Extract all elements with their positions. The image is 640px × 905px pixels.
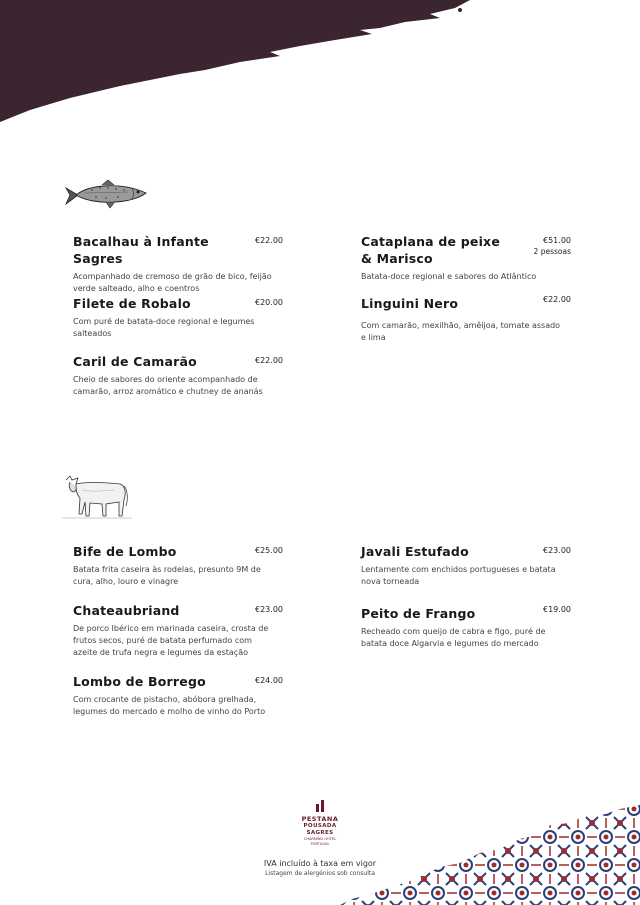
allergen-notice: Listagem de alergénios sob consulta [265,870,375,877]
logo-line-sagres: SAGRES [306,830,334,836]
dish-description: Com crocante de pistacho, abóbora grelhada, legumes do mercado e molho de vinho do Porto [73,695,266,716]
menu-item [73,602,283,659]
dish-price-note: 2 pessoas [533,247,571,256]
menu-item [361,605,571,650]
dish-name: Caril de Camarão [73,354,197,369]
dish-name: Bife de Lombo [73,544,177,559]
dish-name: Javali Estufado [361,544,469,559]
logo-line-charming: CHARMING HOTEL [303,837,337,841]
dish-price: €24.00 [255,676,283,685]
dish-price [534,236,571,256]
logo-brand: PESTANA [301,815,339,823]
dish-name: Lombo de Borrego [73,674,206,689]
dish-price: €23.00 [255,605,283,614]
dish-description: De porco Ibérico em marinada caseira, crosta de frutos secos, puré de batata perfumado com azeite de trufa negra e legumes da estação [73,624,269,657]
azulejo-tiles-decoration [340,795,640,905]
dish-name: Cataplana de peixe & Marisco [361,234,501,266]
dish-description: Recheado com queijo de cabra e figo, puré de batata doce Algarvia e legumes do mercado [361,627,546,648]
menu-item [361,233,571,283]
dish-description: Lentamente com enchidos portugueses e batata nova torneada [361,565,556,586]
menu-item [73,353,283,398]
dish-description: Batata frita caseira às rodelas, presunto 9M de cura, alho, louro e vinagre [73,565,261,586]
logo-line-portugal: PORTUGAL [310,842,330,846]
dish-price: €22.00 [255,236,283,245]
dish-description: Com puré de batata-doce regional e legumes salteados [73,317,255,338]
menu-item [73,295,283,340]
menu-item [361,295,571,344]
dish-price-value: €51.00 [543,236,571,245]
cow-icon [62,472,132,522]
dish-name: Peito de Frango [361,606,476,621]
dish-price: €22.00 [543,295,571,304]
pestana-logo [296,800,344,847]
dish-price: €19.00 [543,605,571,614]
dish-price: €25.00 [255,546,283,555]
dish-price: €20.00 [255,298,283,307]
menu-item [73,543,283,588]
dish-price: €23.00 [543,546,571,555]
logo-mark-icon [296,800,344,812]
dish-name: Bacalhau à Infante Sagres [73,234,209,266]
dish-name: Filete de Robalo [73,296,191,311]
dish-name: Linguini Nero [361,296,459,311]
menu-item [73,673,283,718]
dish-name: Chateaubriand [73,603,180,618]
vat-notice: IVA incluído à taxa em vigor [263,859,377,868]
fish-icon [62,178,150,212]
menu-item [73,233,283,295]
brush-stroke-decoration [0,0,640,130]
logo-line-pousada: POUSADA [303,823,337,829]
dish-description: Batata-doce regional e sabores do Atlântico [361,272,537,281]
menu-item [361,543,571,588]
dish-description: Com camarão, mexilhão, amêijoa, tomate assado e lima [361,321,561,342]
dish-description: Cheio de sabores do oriente acompanhado de camarão, arroz aromático e chutney de ananás [73,375,263,396]
dish-price: €22.00 [255,356,283,365]
dish-description: Acompanhado de cremoso de grão de bico, feijão verde salteado, alho e coentros [73,272,272,293]
